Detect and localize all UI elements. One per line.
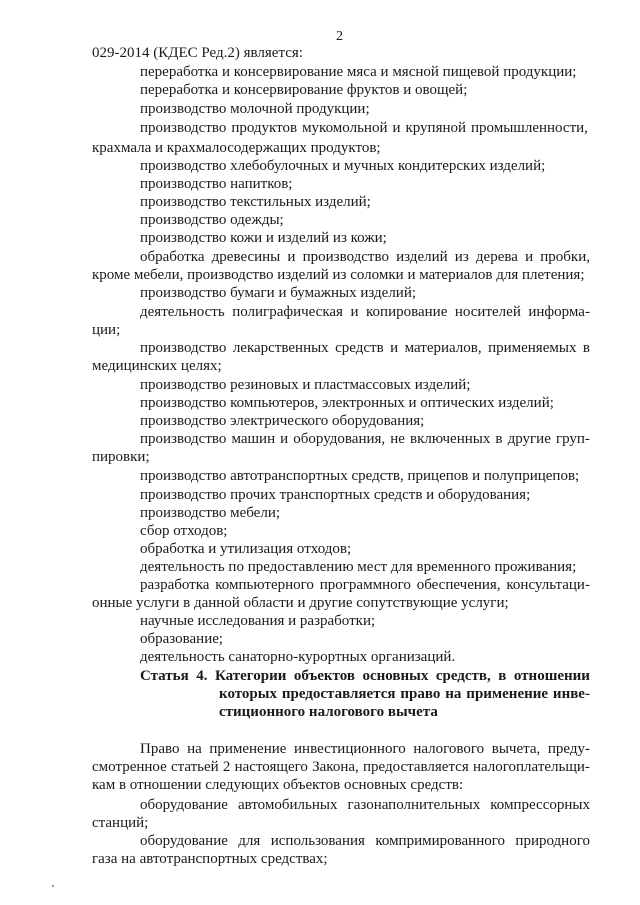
activity-word: копирование [366,304,448,320]
activity-word: производство [140,120,227,136]
activity-word: машин [231,431,276,447]
page-number: 2 [336,29,343,44]
body-word: оборудование [140,833,228,849]
activity-line: сбор отходов; [140,523,228,539]
body-line: газа на автотранспортных средствах; [92,851,328,867]
body-word: автомобильных [237,797,338,813]
article-heading-line [140,668,590,685]
activity-line: производство молочной продукции; [140,101,370,117]
activity-word: из [454,249,469,265]
activity-word: и [350,304,359,320]
article-heading-word: инве- [552,686,590,702]
activity-line: образование; [140,631,224,647]
body-word: инвестиционного [294,741,406,757]
activity-word: программного [319,577,411,593]
activity-word: древесины [211,249,281,265]
body-word: оборудование [140,797,228,813]
body-word: применение [209,741,287,757]
activity-word: дерева [475,249,518,265]
article-heading-word: основных [362,668,429,684]
body-word: газонаполнительных [347,797,481,813]
body-word: компримированного [375,833,506,849]
activity-word: пробки, [540,249,590,265]
activity-word: промышленности, [471,120,588,136]
body-line [140,833,590,850]
article-heading-word: отношении [513,668,590,684]
article-heading-word: Категории [214,668,287,684]
activity-word: производство [140,340,227,356]
body-word: на [187,741,202,757]
activity-line [140,431,590,448]
article-heading-line [219,686,590,703]
body-word: настоящего [234,759,308,775]
activity-line: производство текстильных изделий; [140,194,371,210]
article-heading-word: которых [219,686,277,702]
activity-line: онные услуги в данной области и другие сопутствующие услуги; [92,595,509,611]
article-heading-word: применение [466,686,549,702]
activity-line: производство электрического оборудования; [140,413,425,429]
article-heading-word: предоставляется [281,686,396,702]
article-heading-word: объектов [293,668,355,684]
body-word: Право [140,741,180,757]
activity-line: обработка и утилизация отходов; [140,541,352,557]
activity-line: производство компьютеров, электронных и оптических изделий; [140,395,554,411]
activity-line: деятельность по предоставлению мест для временного проживания; [140,559,577,575]
activity-word: другие [507,431,551,447]
activity-word: в [495,431,503,447]
activity-word: разработка [140,577,210,593]
body-word: преду- [547,741,590,757]
body-word: вычета, [491,741,541,757]
activity-word: обеспечения, [416,577,501,593]
activity-line: деятельность санаторно-курортных организаций. [140,649,456,665]
activity-word: полиграфическая [232,304,343,320]
activity-word: производство [302,249,389,265]
activity-line: производство мебели; [140,505,281,521]
body-line [140,797,590,814]
body-word: смотренное [92,759,167,775]
activity-line [140,304,590,321]
body-word: компрессорных [490,797,590,813]
activity-word: в [582,340,590,356]
activity-word: и [287,249,296,265]
body-line [140,741,590,758]
activity-word: компьютерного [215,577,314,593]
intro-line: 029-2014 (КДЕС Ред.2) является: [92,45,303,61]
activity-word: применяемых [488,340,577,356]
activity-line: переработка и консервирование мяса и мясной пищевой продукции; [140,64,577,80]
article-heading-word: на [445,686,462,702]
activity-line: крахмала и крахмалосодержащих продуктов; [92,140,381,156]
activity-word: мукомольной [302,120,388,136]
article-heading-line: стиционного налогового вычета [219,704,438,720]
activity-line: научные исследования и разработки; [140,613,376,629]
activity-line: производство хлебобулочных и мучных кондитерских изделий; [140,158,546,174]
body-word: природного [515,833,590,849]
activity-word: материалов, [404,340,482,356]
activity-line: производство одежды; [140,212,284,228]
body-word: Закона, [312,759,359,775]
activity-word: включенных [410,431,491,447]
activity-line: переработка и консервирование фруктов и овощей; [140,82,468,98]
activity-word: средств [335,340,384,356]
article-heading-word: право [400,686,441,702]
activity-line: ции; [92,322,121,338]
activity-line [140,340,590,357]
article-heading-word: 4. [196,668,208,684]
activity-word: лекарственных [232,340,329,356]
body-line: станций; [92,815,149,831]
article-heading-word: в [498,668,507,684]
article-heading-word: Статья [140,668,189,684]
article-heading-word: средств, [435,668,491,684]
body-line [92,759,590,776]
body-word: 2 [222,759,231,775]
body-line: кам в отношении следующих объектов основных средств: [92,777,464,793]
activity-line: производство резиновых и пластмассовых изделий; [140,377,471,393]
activity-word: и [392,120,401,136]
activity-word: консультаци- [506,577,590,593]
activity-word: крупяной [405,120,467,136]
activity-word: деятельность [140,304,225,320]
activity-word: не [390,431,405,447]
activity-line: производство автотранспортных средств, прицепов и полуприцепов; [140,468,580,484]
activity-word: и [390,340,399,356]
body-word: налогоплательщи- [472,759,590,775]
body-word: использования [270,833,365,849]
activity-line [140,120,588,137]
activity-word: изделий [396,249,448,265]
activity-line: производство напитков; [140,176,293,192]
activity-word: носителей [454,304,521,320]
activity-word: обработка [140,249,205,265]
activity-word: продуктов [231,120,298,136]
activity-line: пировки; [92,449,150,465]
body-word: налогового [413,741,485,757]
activity-word: и [525,249,534,265]
activity-line: кроме мебели, производство изделий из соломки и материалов для плетения; [92,267,585,283]
activity-line [140,249,590,266]
activity-word: и [280,431,289,447]
activity-word: информа- [528,304,590,320]
activity-word: оборудования, [293,431,386,447]
activity-line [140,577,590,594]
scan-speck [52,885,54,887]
body-word: предоставляется [362,759,469,775]
activity-line: производство бумаги и бумажных изделий; [140,285,417,301]
activity-line: производство прочих транспортных средств и оборудования; [140,487,531,503]
activity-line: производство кожи и изделий из кожи; [140,230,387,246]
activity-line: медицинских целях; [92,358,222,374]
activity-word: производство [140,431,227,447]
body-word: статьей [170,759,219,775]
activity-word: груп- [555,431,590,447]
body-word: для [238,833,261,849]
